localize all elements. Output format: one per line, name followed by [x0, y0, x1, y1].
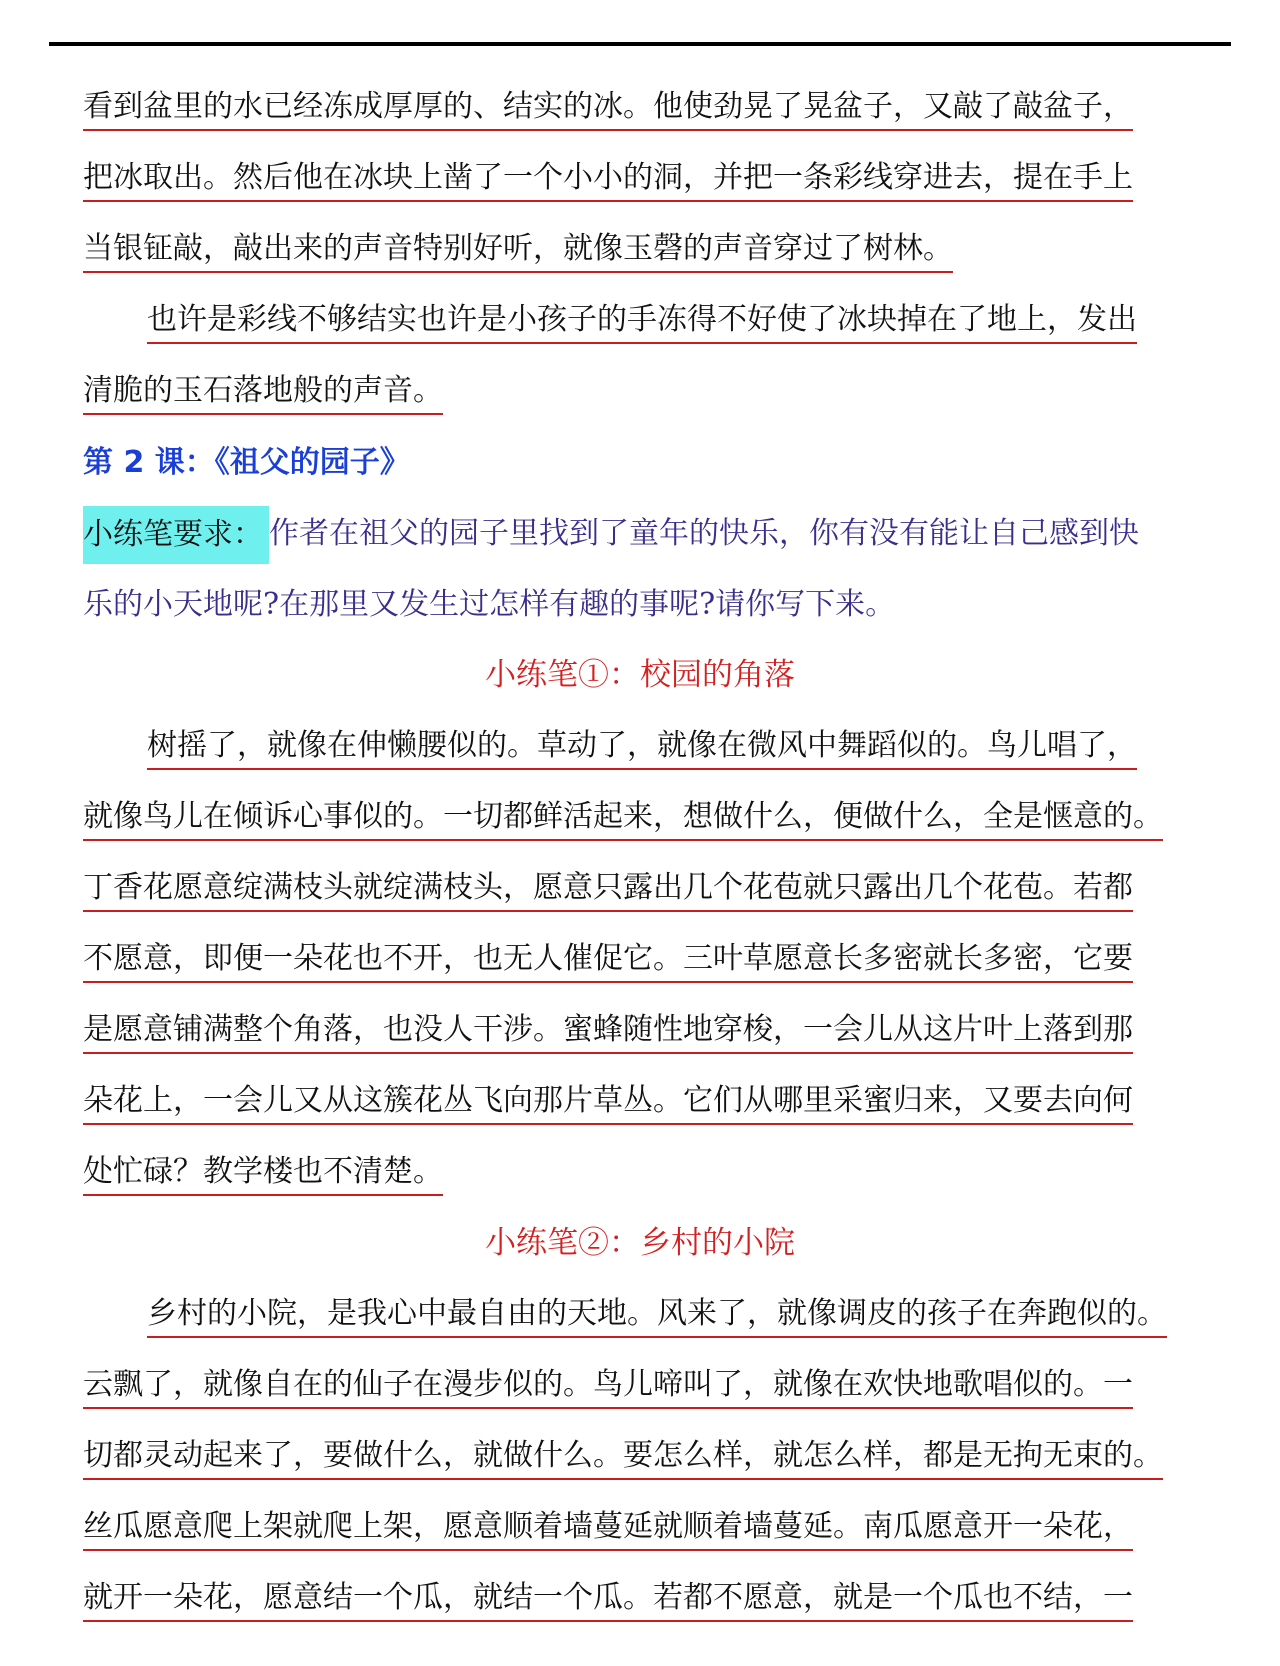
underlined-text: 当银钲敲，敲出来的声音特别好听，就像玉磬的声音穿过了树林。: [83, 229, 953, 273]
paragraph-line: [83, 1279, 1197, 1350]
paragraph-line: [83, 711, 1197, 782]
requirement-line: [83, 569, 1197, 640]
exercise-title: 小练笔②：乡村的小院: [485, 1225, 795, 1261]
paragraph-line: [83, 72, 1197, 143]
paragraph-line: [83, 782, 1197, 853]
underlined-text: 是愿意铺满整个角落，也没人干涉。蜜蜂随性地穿梭，一会儿从这片叶上落到那: [83, 1010, 1133, 1054]
underlined-text: 把冰取出。然后他在冰块上凿了一个小小的洞，并把一条彩线穿进去，提在手上: [83, 158, 1133, 202]
underlined-text: 也许是彩线不够结实也许是小孩子的手冻得不好使了冰块掉在了地上，发出: [147, 300, 1137, 344]
requirement-text: 乐的小天地呢?在那里又发生过怎样有趣的事呢?请你写下来。: [83, 587, 896, 622]
underlined-text: 朵花上，一会儿又从这簇花丛飞向那片草丛。它们从哪里采蜜归来，又要去向何: [83, 1081, 1133, 1125]
underlined-text: 处忙碌？教学楼也不清楚。: [83, 1152, 443, 1196]
requirement-text: 作者在祖父的园子里找到了童年的快乐，你有没有能让自己感到快: [269, 516, 1139, 551]
paragraph-line: [83, 1137, 1197, 1208]
paragraph-line: [83, 995, 1197, 1066]
requirement-line: [83, 498, 1197, 569]
paragraph-line: [83, 1066, 1197, 1137]
paragraph-line: [83, 214, 1197, 285]
underlined-text: 树摇了，就像在伸懒腰似的。草动了，就像在微风中舞蹈似的。鸟儿唱了，: [147, 726, 1137, 770]
page-content: [83, 72, 1197, 1634]
paragraph-line: [83, 1492, 1197, 1563]
paragraph-line: [83, 1563, 1197, 1634]
paragraph-line: [83, 356, 1197, 427]
paragraph-line: [83, 1421, 1197, 1492]
exercise-title: 小练笔①：校园的角落: [485, 657, 795, 693]
underlined-text: 乡村的小院，是我心中最自由的天地。风来了，就像调皮的孩子在奔跑似的。: [147, 1294, 1167, 1338]
underlined-text: 就像鸟儿在倾诉心事似的。一切都鲜活起来，想做什么，便做什么，全是惬意的。: [83, 797, 1163, 841]
underlined-text: 丁香花愿意绽满枝头就绽满枝头，愿意只露出几个花苞就只露出几个花苞。若都: [83, 868, 1133, 912]
paragraph-line: [83, 924, 1197, 995]
lesson-title: 第 2 课：《祖父的园子》: [83, 445, 410, 480]
underlined-text: 云飘了，就像自在的仙子在漫步似的。鸟儿啼叫了，就像在欢快地歌唱似的。一: [83, 1365, 1133, 1409]
top-rule: [49, 42, 1231, 46]
paragraph-line: [83, 143, 1197, 214]
paragraph-line: [83, 1350, 1197, 1421]
underlined-text: 切都灵动起来了，要做什么，就做什么。要怎么样，就怎么样，都是无拘无束的。: [83, 1436, 1163, 1480]
underlined-text: 就开一朵花，愿意结一个瓜，就结一个瓜。若都不愿意，就是一个瓜也不结，一: [83, 1578, 1133, 1622]
underlined-text: 清脆的玉石落地般的声音。: [83, 371, 443, 415]
underlined-text: 不愿意，即便一朵花也不开，也无人催促它。三叶草愿意长多密就长多密，它要: [83, 939, 1133, 983]
underlined-text: 看到盆里的水已经冻成厚厚的、结实的冰。他使劲晃了晃盆子，又敲了敲盆子，: [83, 87, 1133, 131]
requirement-label: 小练笔要求：: [83, 506, 269, 564]
paragraph-line: [83, 285, 1197, 356]
paragraph-line: [83, 853, 1197, 924]
underlined-text: 丝瓜愿意爬上架就爬上架，愿意顺着墙蔓延就顺着墙蔓延。南瓜愿意开一朵花，: [83, 1507, 1133, 1551]
